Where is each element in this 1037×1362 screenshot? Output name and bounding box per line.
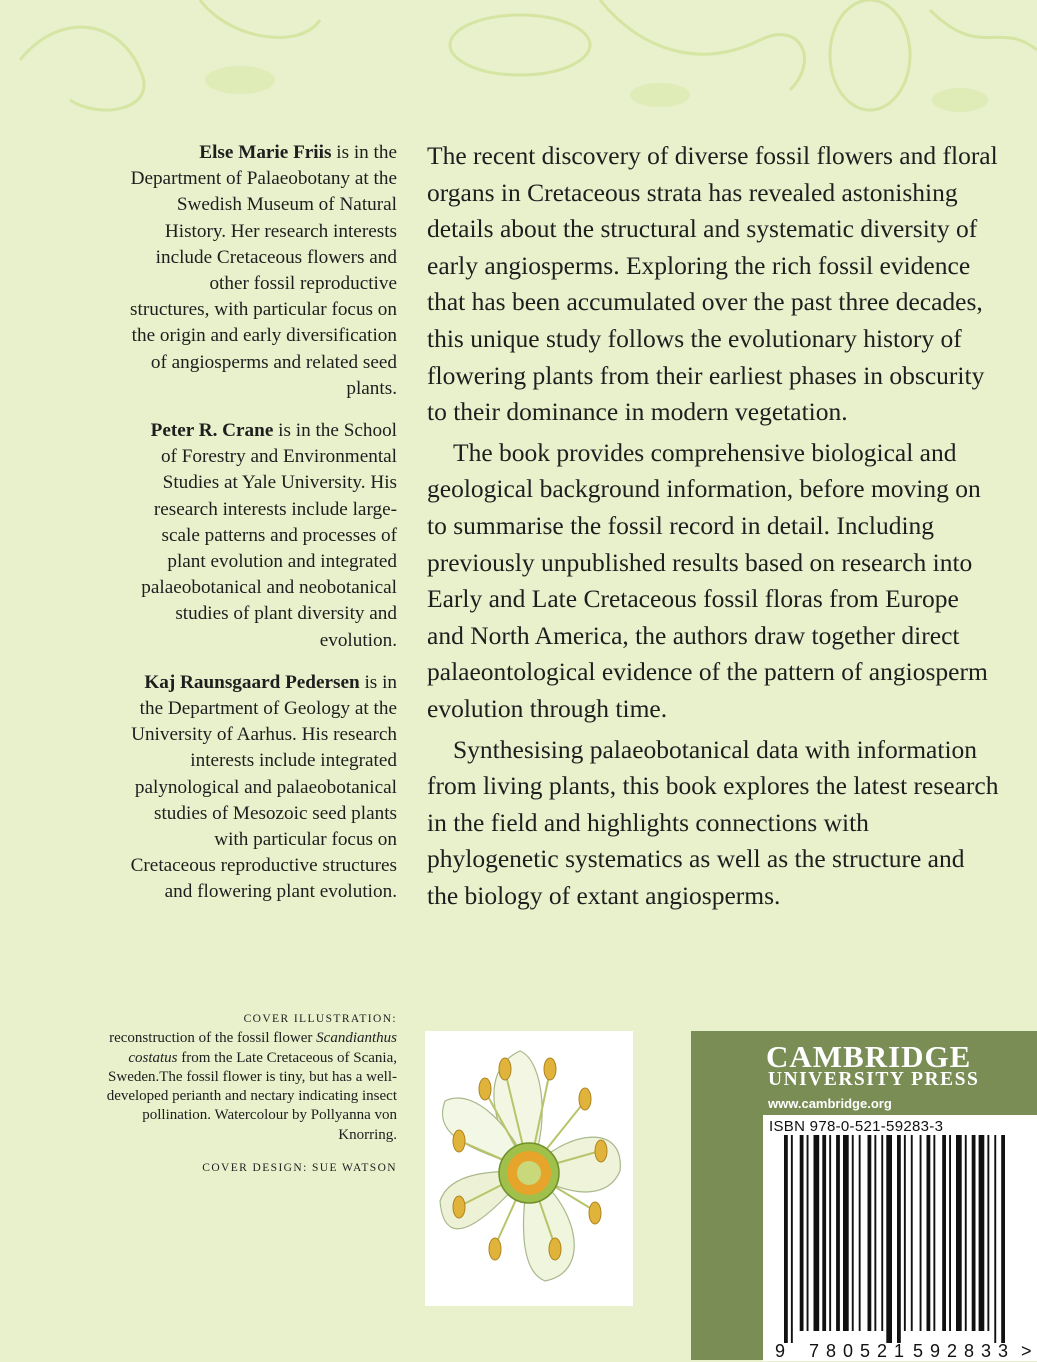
barcode-digits-group2: 592833 [913, 1341, 1016, 1361]
background-flower-sketch [0, 0, 1037, 130]
barcode-digits-group1: 780521 [809, 1341, 912, 1361]
description-paragraph: The recent discovery of diverse fossil flowers and floral organs in Cretaceous strata has revealed astonishing details about the structural and systematic diversity of early angiosperms. Exploring the rich fossil evidence that has been accumulated over the past three decades, this unique study follows the evolutionary history of flowering plants from their earliest phases in obscurity to their dominance in modern vegetation. [427, 141, 998, 427]
isbn-number: ISBN 978-0-521-59283-3 [769, 1118, 944, 1135]
cover-illustration-heading: COVER ILLUSTRATION: [243, 1013, 397, 1025]
author-bio-pedersen [130, 670, 397, 906]
author-bio-friis [130, 140, 397, 402]
publisher-name: CAMBRIDGE [766, 1039, 972, 1074]
description-paragraph: The book provides comprehensive biological and geological background information, before moving on to summarise the fossil record in detail. Including previously unpublished results based on research into Early and Late Cretaceous fossil floras from Europe and North America, the authors draw together direct palaeontological evidence of the pattern of angiosperm evolution through time. [427, 437, 988, 723]
barcode-digit-lead: 9 [775, 1341, 786, 1361]
author-name: Else Marie Friis [199, 142, 332, 163]
barcode-digit-tail: > [1021, 1341, 1032, 1361]
cover-illustration-image [425, 1031, 633, 1306]
barcode-box [763, 1115, 1037, 1361]
barcode-icon [766, 1135, 1034, 1343]
cover-credits [100, 1010, 397, 1178]
caption-rest: from the Late Cretaceous of Scania, Sweden.The fossil flower is tiny, but has a well-developed perianth and nectary indicating insect pollination. Watercolour by Pollyanna von Knorring. [106, 1049, 397, 1143]
author-bio-text: is in the Department of Palaeobotany at the Swedish Museum of Natural History. Her research interests include Cretaceous flowers and other fossil reproductive structures, with particular focus on the origin and early diversification of angiosperms and related seed plants. [130, 142, 397, 399]
cover-illustration-caption [100, 1029, 397, 1145]
author-bio-text: is in the School of Forestry and Environmental Studies at Yale University. His research interests include large-scale patterns and processes of plant evolution and integrated palaeobotanical and neobotanical studies of plant diversity and evolution. [141, 420, 397, 651]
publisher-panel [691, 1031, 1037, 1360]
caption-intro: reconstruction of the fossil flower [109, 1030, 313, 1047]
book-description [427, 138, 999, 918]
author-name: Kaj Raunsgaard Pedersen [144, 671, 360, 693]
publisher-url[interactable]: www.cambridge.org [768, 1096, 892, 1111]
flower-illustration [425, 1031, 633, 1306]
author-bio-text: is in the Department of Geology at the University of Aarhus. His research interests include integrated palynological and palaeobotanical studies of Mesozoic seed plants with particular focus on Cretaceous reproductive structures and flowering plant evolution. [130, 671, 397, 903]
publisher-press: UNIVERSITY PRESS [768, 1069, 980, 1090]
author-bio-crane [130, 418, 397, 654]
author-bios [130, 140, 397, 922]
species-name: Scandianthus costatus [128, 1030, 397, 1066]
author-name: Peter R. Crane [150, 420, 274, 442]
cover-design-credit: COVER DESIGN: SUE WATSON [202, 1162, 397, 1175]
description-paragraph: Synthesising palaeobotanical data with information from living plants, this book explores the latest research in the field and highlights connections with phylogenetic systematics as well as the structure and the biology of extant angiosperms. [427, 734, 999, 910]
